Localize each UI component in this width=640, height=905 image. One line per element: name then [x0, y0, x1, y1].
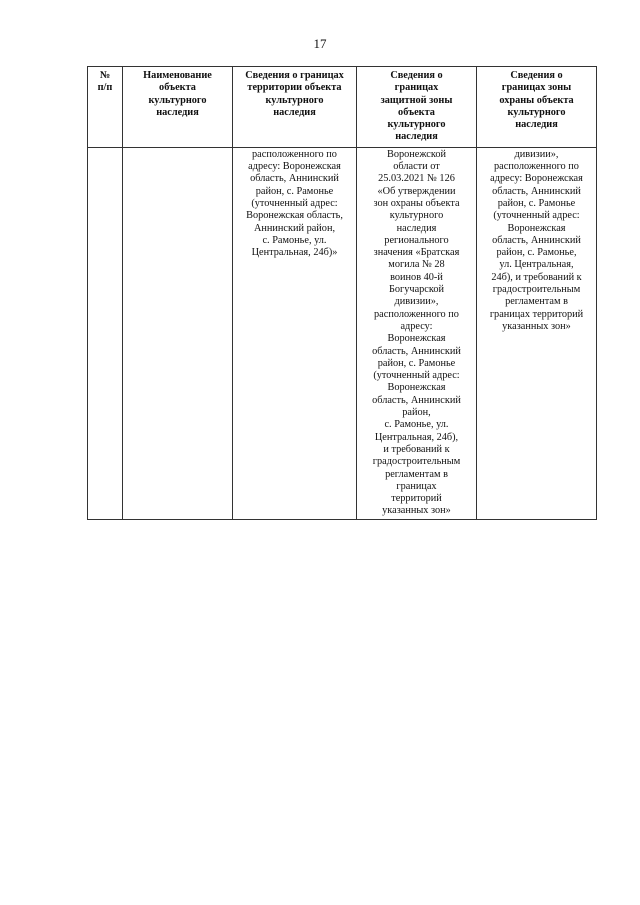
- table-header-row: [88, 67, 597, 148]
- table-row: [88, 147, 597, 519]
- cell-number: [88, 147, 123, 519]
- header-object-name: Наименование объекта культурного наследия: [123, 67, 233, 148]
- heritage-table: [87, 66, 597, 520]
- cell-protective-zone: Воронежской области от 25.03.2021 № 126 «Об утверждении зон охраны объекта культурного наследия регионального значения «Братская могила № 28 воинов 40-й Богучарской дивизии», расположенного по адресу: Воронежская область, Аннинский район, с. Рамонье (уточненный адрес: Воронежская область, Аннинский район, с. Рамонье, ул. Центральная, 24б), и требований к градостроительным регламентам в границах территорий указанных зон»: [357, 147, 477, 519]
- header-security-zone: Сведения о границах зоны охраны объекта культурного наследия: [477, 67, 597, 148]
- page-number: 17: [313, 36, 327, 51]
- header-territory-boundaries: Сведения о границах территории объекта культурного наследия: [233, 67, 357, 148]
- cell-object-name: [123, 147, 233, 519]
- cell-territory: расположенного по адресу: Воронежская область, Аннинский район, с. Рамонье (уточненный адрес: Воронежская область, Аннинский район, с. Рамонье, ул. Центральная, 24б)»: [233, 147, 357, 519]
- header-protective-zone: Сведения о границах защитной зоны объекта культурного наследия: [357, 67, 477, 148]
- cell-security-zone: дивизии», расположенного по адресу: Воронежская область, Аннинский район, с. Рамонье (уточненный адрес: Воронежская область, Аннинский район, с. Рамонье, ул. Центральная, 24б), и требований к градостроительным регламентам в границах территорий указанных зон»: [477, 147, 597, 519]
- header-number: № п/п: [88, 67, 123, 148]
